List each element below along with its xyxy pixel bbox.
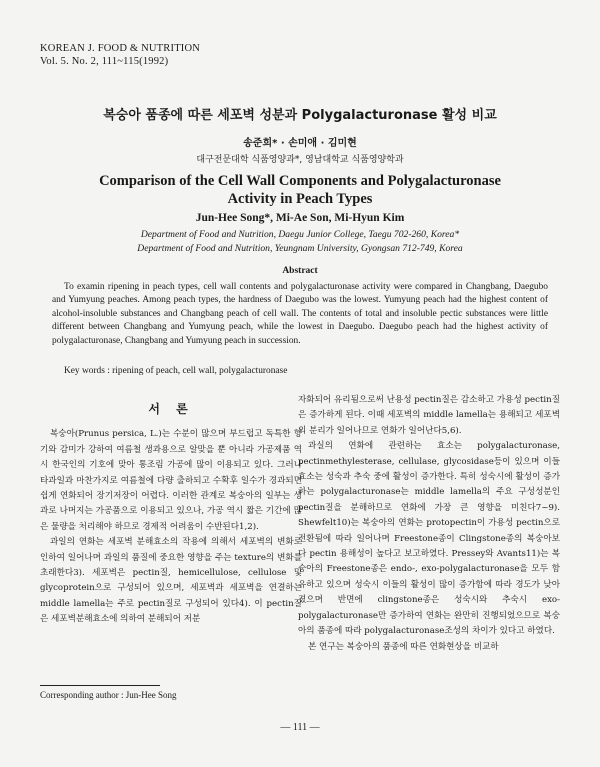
keywords: Key words : ripening of peach, cell wall, polygalacturonase <box>64 366 288 376</box>
footnote-rule <box>40 685 160 686</box>
korean-title: 복숭아 품종에 따른 세포벽 성분과 Polygalacturonase 활성 비교 <box>103 108 497 123</box>
page-number: — 111 — <box>280 722 320 733</box>
journal-volume: Vol. 5. No. 2, 111~115(1992) <box>40 56 169 67</box>
paragraph: 과일의 연화는 세포벽 분해효소의 작용에 의해서 세포벽의 변화로 인하여 일어나며 과일의 품질에 중요한 영향을 주는 texture의 변화를 초래한다3). 세포벽은 pectin질, hemicellulose, cellulose 및 glycoprotein으로 구성되어 있으며, 세포벽과 세포벽을 연결하는 middle lamella는 주로 pectin질로 구성되어 있다4). 이 pectin질은 세포벽분해효소에 의하여 분해되어 저분 <box>40 537 302 625</box>
abstract-text: To examin ripening in peach types, cell wall contents and polygalacturonase activity were compared in Changbang, Daegubo and Yumyung peaches. Among peach types, the hardness of Daegubo was the lowest. Yumyung peach had the highest content of alcohol-insoluble substances and Changbang peach of cell wall. The contents of total and insoluble pectic substances were little different between Changbang and Yumyung peach, while the lowest in Daegubo. Daegubo peach had the highest activity of polygalacturonase, Changbang and Yumyung peach in succession. <box>52 282 548 346</box>
paragraph: 본 연구는 복숭아의 품종에 따른 연화현상을 비교하 <box>308 641 499 652</box>
left-column <box>40 394 302 628</box>
section-heading: 서 론 <box>148 402 194 416</box>
english-affiliation-2: Department of Food and Nutrition, Yeungnam University, Gyongsan 712-749, Korea <box>137 243 463 254</box>
paragraph: 자화되어 유리됨으로써 난용성 pectin질은 감소하고 가용성 pectin질은 증가하게 된다. 이때 세포벽의 middle lamella는 용해되고 세포벽의 분리가 일어나므로 연화가 일어난다5,6). <box>298 395 560 436</box>
english-title <box>0 172 600 208</box>
journal-name: KOREAN J. FOOD & NUTRITION <box>40 43 201 54</box>
korean-authors: 송준희* · 손미애 · 김미현 <box>243 138 357 149</box>
english-authors: Jun-Hee Song*, Mi-Ae Son, Mi-Hyun Kim <box>195 212 405 224</box>
english-title-line2: Activity in Peach Types <box>227 191 373 207</box>
english-title-line1: Comparison of the Cell Wall Components and Polygalacturonase <box>99 173 501 189</box>
footnote: Corresponding author : Jun-Hee Song <box>40 690 177 700</box>
journal-header <box>40 42 200 68</box>
korean-affiliation: 대구전문대학 식품영양과*, 영남대학교 식품영양학과 <box>196 155 404 165</box>
abstract-body <box>52 281 548 348</box>
paragraph: 과실의 연화에 관련하는 효소는 polygalacturonase, pectinmethylesterase, cellulase, glycosidase등이 있으며 이들 효소는 성숙과 추숙 중에 활성이 증가한다. 특히 성숙시에 활성이 증가하는 polygalacturonase는 middle lamella의 주요 구성성분인 pectin질을 분해하므로 연화에 가장 큰 영향을 미친다7~9). Shewfelt10)는 복숭아의 연화는 protopectin이 가용성 pectin으로 전환됨에 따라 일어나며 Freestone종이 Clingstone종의 복숭아보다 pectin 용해성이 높다고 보고하였다. Pressey와 Avants11)는 복숭아의 Freestone종은 endo-, exo-polygalacturonase을 모두 함유하고 있으며 성숙시 이들의 활성이 많이 증가함에 따라 경도가 낮아졌으며 반면에 clingstone종은 성숙시와 추숙시 exo-polygalacturonase만 증가하여 연화는 완만히 진행되었으므로 복숭아의 품종에 따라 polygalacturonase조성의 차이가 있다고 하였다. <box>298 441 560 637</box>
abstract-heading: Abstract <box>282 266 318 276</box>
paragraph: 복숭아(Prunus persica, L.)는 수분이 많으며 부드럽고 독특한 향기와 감미가 강하여 여름철 생과용으로 알맞을 뿐 아니라 가공제품 역시 한국인의 기호에 맞아 통조림 가공에 많이 이용되고 있다. 그러나 타과일과 마찬가지로 여름철에 다량 출하되고 수확후 일수가 경과되면 쉽게 연화되어 장기저장이 어렵다. 이러한 관계로 복숭아의 일부는 생과로 나머지는 가공품으로 이용되고 있으나, 가공 역시 짧은 기간에 많은 물량을 처리해야 하므로 경제적 어려움이 수반된다1,2). <box>40 429 302 532</box>
right-column <box>298 393 560 655</box>
english-affiliation-1: Department of Food and Nutrition, Daegu Junior College, Taegu 702-260, Korea* <box>140 229 460 240</box>
